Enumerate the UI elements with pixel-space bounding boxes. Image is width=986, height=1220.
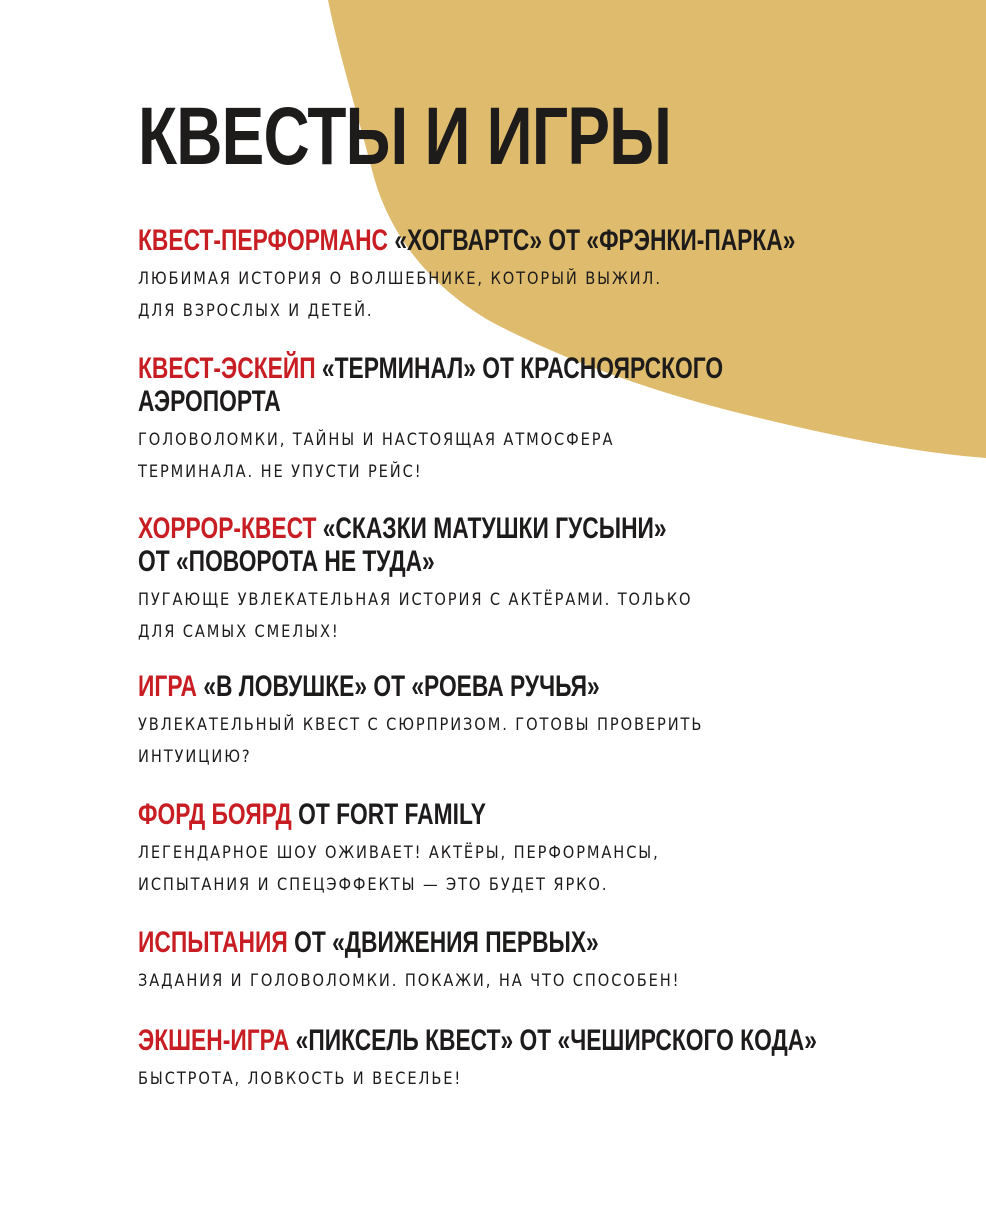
entry-title	[138, 926, 959, 959]
entry-title-rest: «ХОГВАРТС» ОТ «ФРЭНКИ-ПАРКА»	[388, 224, 796, 257]
entry-title-rest-line2: ОТ «ПОВОРОТА НЕ ТУДА»	[138, 545, 435, 578]
entry-desc-line: ПУГАЮЩЕ УВЛЕКАТЕЛЬНАЯ ИСТОРИЯ С АКТЁРАМИ. ТОЛЬКО	[138, 590, 693, 610]
entry-description	[138, 424, 826, 488]
entry-title-rest: ОТ «ДВИЖЕНИЯ ПЕРВЫХ»	[287, 926, 599, 959]
entry-title-rest: «В ЛОВУШКЕ» ОТ «РОЕВА РУЧЬЯ»	[196, 670, 600, 703]
entry-trap-game	[138, 670, 958, 773]
entry-desc-line: ТЕРМИНАЛА. НЕ УПУСТИ РЕЙС!	[138, 462, 423, 482]
entry-pixel-quest	[138, 1024, 958, 1095]
entry-desc-line: ЛЕГЕНДАРНОЕ ШОУ ОЖИВАЕТ! АКТЁРЫ, ПЕРФОРМАНСЫ,	[138, 843, 660, 863]
entry-kind: ИСПЫТАНИЯ	[138, 926, 288, 959]
entry-title	[138, 798, 959, 831]
entry-desc-line: ИСПЫТАНИЯ И СПЕЦЭФФЕКТЫ — ЭТО БУДЕТ ЯРКО.	[138, 875, 609, 895]
entry-kind: КВЕСТ-ПЕРФОРМАНС	[138, 224, 389, 257]
entry-mother-goose	[138, 512, 958, 648]
page-title: КВЕСТЫ И ИГРЫ	[138, 91, 672, 182]
entry-title	[138, 224, 959, 257]
entry-kind: ХОРРОР-КВЕСТ	[138, 512, 317, 545]
entry-desc-line: ЛЮБИМАЯ ИСТОРИЯ О ВОЛШЕБНИКЕ, КОТОРЫЙ ВЫЖИЛ.	[138, 269, 662, 289]
entry-description	[138, 584, 826, 648]
entry-fort-boyard	[138, 798, 958, 901]
entry-description	[138, 1063, 826, 1095]
entry-kind: ИГРА	[138, 670, 197, 703]
entry-kind: ФОРД БОЯРД	[138, 798, 292, 831]
entry-kind: КВЕСТ-ЭСКЕЙП	[138, 352, 316, 385]
entry-title-rest-line2: АЭРОПОРТА	[138, 385, 281, 418]
entry-terminal	[138, 352, 958, 488]
entry-title	[138, 670, 959, 703]
entry-desc-line: УВЛЕКАТЕЛЬНЫЙ КВЕСТ С СЮРПРИЗОМ. ГОТОВЫ ПРОВЕРИТЬ	[138, 715, 704, 735]
entry-description	[138, 263, 826, 327]
entry-kind: ЭКШЕН-ИГРА	[138, 1024, 290, 1057]
entry-description	[138, 837, 826, 901]
entry-title-rest: «ТЕРМИНАЛ» ОТ КРАСНОЯРСКОГО	[315, 352, 724, 385]
entry-title-rest: «ПИКСЕЛЬ КВЕСТ» ОТ «ЧЕШИРСКОГО КОДА»	[289, 1024, 817, 1057]
entry-title-rest: ОТ FORT FAMILY	[291, 798, 486, 831]
entry-hogwarts	[138, 224, 958, 327]
entry-title	[138, 512, 959, 578]
entry-desc-line: ИНТУИЦИЮ?	[138, 747, 252, 767]
entry-desc-line: ДЛЯ ВЗРОСЛЫХ И ДЕТЕЙ.	[138, 301, 374, 321]
entry-desc-line: ГОЛОВОЛОМКИ, ТАЙНЫ И НАСТОЯЩАЯ АТМОСФЕРА	[138, 430, 615, 450]
entry-title	[138, 1024, 959, 1057]
entry-desc-line: ДЛЯ САМЫХ СМЕЛЫХ!	[138, 622, 340, 642]
entry-desc-line: БЫСТРОТА, ЛОВКОСТЬ И ВЕСЕЛЬЕ!	[138, 1069, 463, 1089]
entry-title-rest: «СКАЗКИ МАТУШКИ ГУСЫНИ»	[316, 512, 667, 545]
entry-trials	[138, 926, 958, 997]
entry-description	[138, 709, 826, 773]
entry-description	[138, 965, 826, 997]
entry-title	[138, 352, 959, 418]
entry-desc-line: ЗАДАНИЯ И ГОЛОВОЛОМКИ. ПОКАЖИ, НА ЧТО СПОСОБЕН!	[138, 971, 681, 991]
